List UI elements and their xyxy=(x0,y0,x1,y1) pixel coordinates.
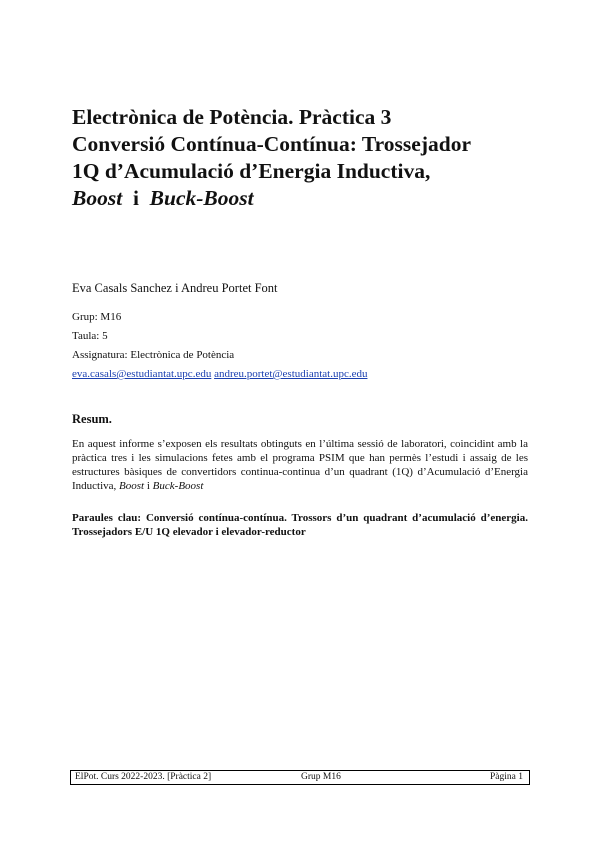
paper-title xyxy=(72,104,542,212)
email-link-eva[interactable]: eva.casals@estudiantat.upc.edu xyxy=(72,368,212,380)
abstract-buck-boost: Buck-Boost xyxy=(152,480,204,492)
title-line-1: Electrònica de Potència. Pràctica 3 xyxy=(72,105,392,129)
metadata-block xyxy=(72,308,367,384)
abstract-body: En aquest informe s’exposen els resultats obtinguts en l’última sessió de laboratori, coincidint amb la pràctica tres i les simulacions fetes amb el programa PSIM que han permès l’estudi i assaig de les estructures bàsiques de convertidors continua-continua d’un quadrant (1Q) d’Acumulació d’Energia Inductiva, xyxy=(72,438,528,492)
abstract-boost: Boost xyxy=(119,480,145,492)
page-footer xyxy=(70,770,530,785)
footer-group: Grup M16 xyxy=(301,772,341,782)
title-line-3: 1Q d’Acumulació d’Energia Inductiva, xyxy=(72,159,431,183)
emails xyxy=(72,365,367,384)
abstract-text xyxy=(72,437,528,493)
abstract-conjunction: i xyxy=(146,480,150,492)
subject-label: Assignatura: Electrònica de Potència xyxy=(72,349,235,361)
email-link-andreu[interactable]: andreu.portet@estudiantat.upc.edu xyxy=(214,368,368,380)
footer-course: ElPot. Curs 2022-2023. [Pràctica 2] xyxy=(75,772,212,782)
table-label: Taula: 5 xyxy=(72,330,108,342)
keywords: Paraules clau: Conversió contínua-contínua. Trossors d’un quadrant d’acumulació d’energia. Trossejadors E/U 1Q elevador i elevador-reductor xyxy=(72,512,528,538)
authors: Eva Casals Sanchez i Andreu Portet Font xyxy=(72,281,278,295)
title-line-4 xyxy=(72,185,542,212)
title-buck-boost: Buck-Boost xyxy=(149,186,254,210)
group-label: Grup: M16 xyxy=(72,311,122,323)
footer-page-number: Pàgina 1 xyxy=(490,772,523,782)
title-line-2: Conversió Contínua-Contínua: Trossejador xyxy=(72,132,471,156)
title-conjunction: i xyxy=(132,186,139,210)
title-boost: Boost xyxy=(72,186,123,210)
abstract-heading: Resum. xyxy=(72,412,112,426)
